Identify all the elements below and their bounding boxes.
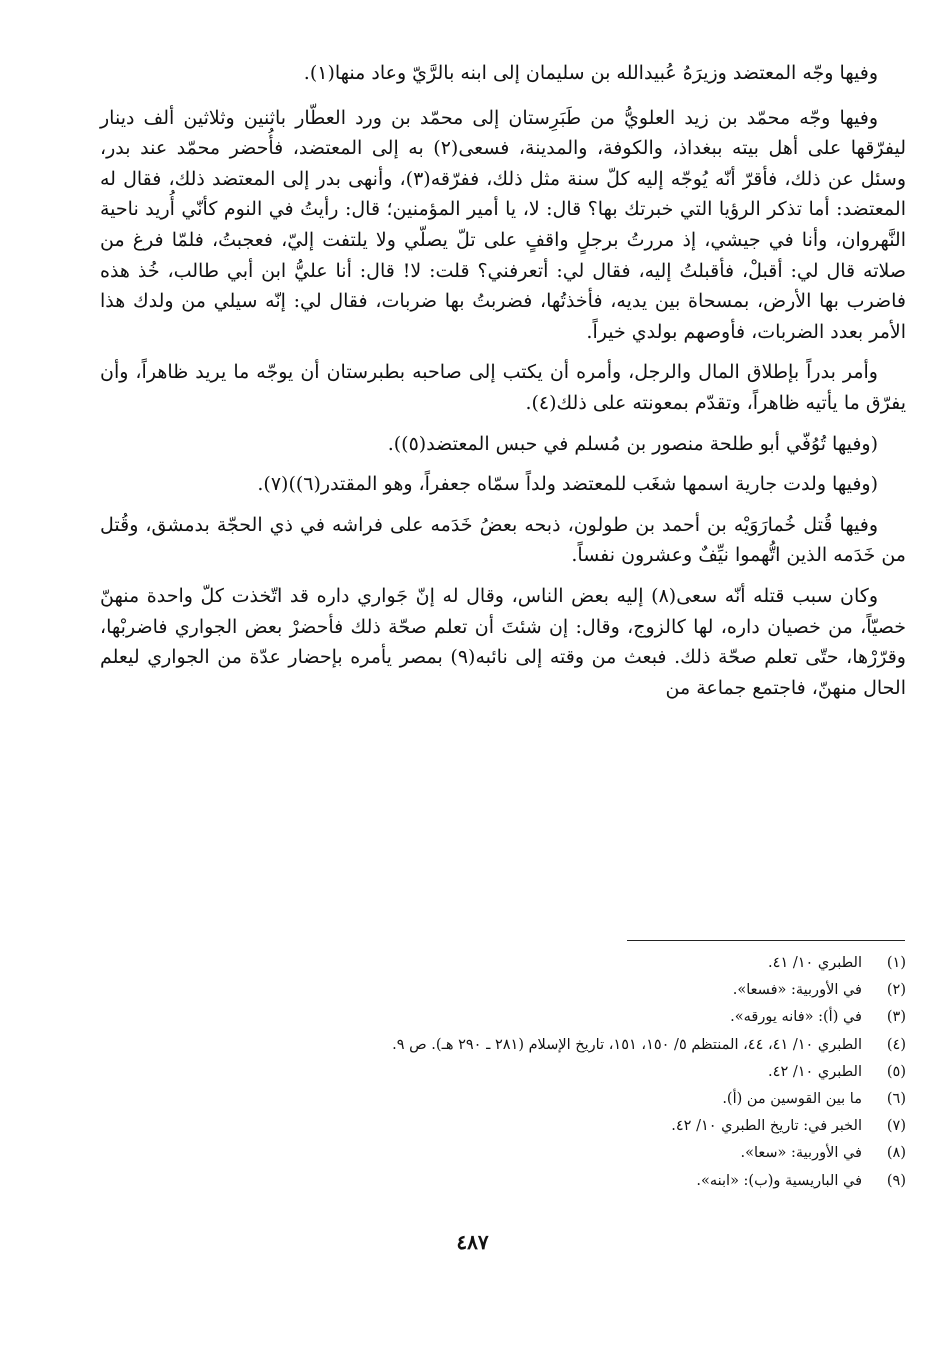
footnotes bbox=[100, 950, 906, 1195]
paragraph: وفيها وجّه محمّد بن زيد العلويُّ من طَبَرِستان إلى محمّد بن ورد العطّار باثنين وثلاثين ألف دينار ليفرّقها على أهل بيته ببغداذ، والكوفة، والمدينة، فسعى(٢) به إلى المعتضد، فأُحضر محمّد عند بدر، وسئل عن ذلك، فأقرّ أنّه يُوجّه إليه كلّ سنة مثل ذلك، ففرّقه(٣)، وأنهى بدر إلى المعتضد ذلك، فقال له المعتضد: أما تذكر الرؤيا التي خبرتك بها؟ قال: لا، يا أمير المؤمنين؛ قال: رأيتُ في النوم كأنّي أُريد ناحية النَّهروان، وأنا في جيشي، إذ مررتُ برجلٍ واقفٍ على تلّ يصلّي ولا يلتفت إليّ، فعجبتُ، فلمّا فرغ من صلاته قال لي: أقبلْ، فأقبلتُ إليه، فقال لي: أتعرفني؟ قلت: لا! قال: أنا عليُّ ابن أبي طالب، خُذ هذه فاضرب بها الأرض، بمسحاة بين يديه، فأخذتُها، فضربتُ بها ضربات، فقال لي: إنّه سيلي من ولدك هذا الأمر بعدد الضربات، فأوصهم بولدي خيراً. bbox=[100, 106, 906, 343]
footnote-text: ما بين القوسين من (أ). bbox=[722, 1091, 862, 1108]
paragraph: وفيها وجّه المعتضد وزيرَهُ عُبيدالله بن سليمان إلى ابنه بالرَّيّ وعاد منها(١). bbox=[303, 62, 878, 84]
footnote-number: (١) bbox=[886, 955, 906, 971]
paragraph: وفيها قُتل خُمارَوَيْه بن أحمد بن طولون، ذبحه بعضُ خَدَمه على فراشه في ذي الحجّة بدمشق، وقُتل من خَدَمه الذين اتُّهموا نيِّفٌ وعشرون نفساً. bbox=[100, 513, 906, 567]
footnote bbox=[100, 1113, 906, 1140]
footnote-number: (٧) bbox=[886, 1118, 906, 1135]
footnote-text: في الباريسية و(ب): «ابنه». bbox=[696, 1172, 862, 1189]
footnote bbox=[100, 1140, 906, 1167]
footnote bbox=[100, 1086, 906, 1113]
footnote-number: (٩) bbox=[886, 1172, 906, 1189]
footnote-text: الطبري ١٠/ ٤٢. bbox=[768, 1063, 862, 1080]
footnote-text: في (أ): «فانه يورقه». bbox=[730, 1009, 862, 1026]
footnote bbox=[100, 950, 906, 977]
paragraph: وأمر بدراً بإطلاق المال والرجل، وأمره أن يكتب إلى صاحبه بطبرستان أن يوجّه ما يريد ظاهراً، وأن يفرّق ما يأتيه ظاهراً، وتقدّم بمعونته على ذلك(٤). bbox=[100, 361, 906, 414]
footnote bbox=[100, 1059, 906, 1086]
footnote-text: الخبر في: تاريخ الطبري ١٠/ ٤٢. bbox=[671, 1118, 862, 1135]
footnote-number: (٨) bbox=[886, 1145, 906, 1162]
page-number: ٤٨٧ bbox=[456, 1230, 489, 1254]
footnote-text: الطبري ١٠/ ٤١. bbox=[768, 955, 862, 971]
main-text bbox=[100, 58, 906, 713]
paragraph: وكان سبب قتله أنّه سعى(٨) إليه بعض الناس، وقال له إنّ جَواري داره قد اتّخذت كلّ واحدة منهنّ خصيّاً، من خصيان داره، لها كالزوج، وقال: إن شئتَ أن تعلم صحّة ذلك فأحضرْ بعض الجواري فاضربْها، وقرّرْها، حتّى تعلم صحّة ذلك. فبعث من وقته إلى نائبه(٩) بمصر يأمره بإحضار عدّة من الجواري ليعلم الحال منهنّ، فاجتمع جماعة من bbox=[100, 584, 906, 699]
footnote-text: في الأوربية: «فسعا». bbox=[732, 982, 862, 999]
footnote-text: في الأوربية: «سعا». bbox=[740, 1145, 862, 1162]
footnote-number: (٤) bbox=[886, 1036, 906, 1053]
paragraph: (وفيها ولدت جارية اسمها شغَب للمعتضد ولداً سمّاه جعفراً، وهو المقتدر(٦))(٧). bbox=[257, 473, 878, 496]
footnote bbox=[100, 1004, 906, 1031]
footnote-number: (٥) bbox=[886, 1063, 906, 1080]
footnote-number: (٦) bbox=[886, 1091, 906, 1108]
paragraph: (وفيها تُوُفّي أبو طلحة منصور بن مُسلم في حبس المعتضد(٥)). bbox=[387, 432, 878, 455]
footnote bbox=[100, 1032, 906, 1059]
footnote-text: الطبري ١٠/ ٤١، ٤٤، المنتظم ٥/ ١٥٠، ١٥١، تاريخ الإسلام (٢٨١ ـ ٢٩٠ هـ). ص ٩. bbox=[392, 1036, 862, 1053]
footnote-divider bbox=[627, 940, 905, 941]
footnote-number: (٢) bbox=[886, 982, 906, 999]
footnote bbox=[100, 1168, 906, 1195]
footnote bbox=[100, 977, 906, 1004]
footnote-number: (٣) bbox=[886, 1009, 906, 1026]
